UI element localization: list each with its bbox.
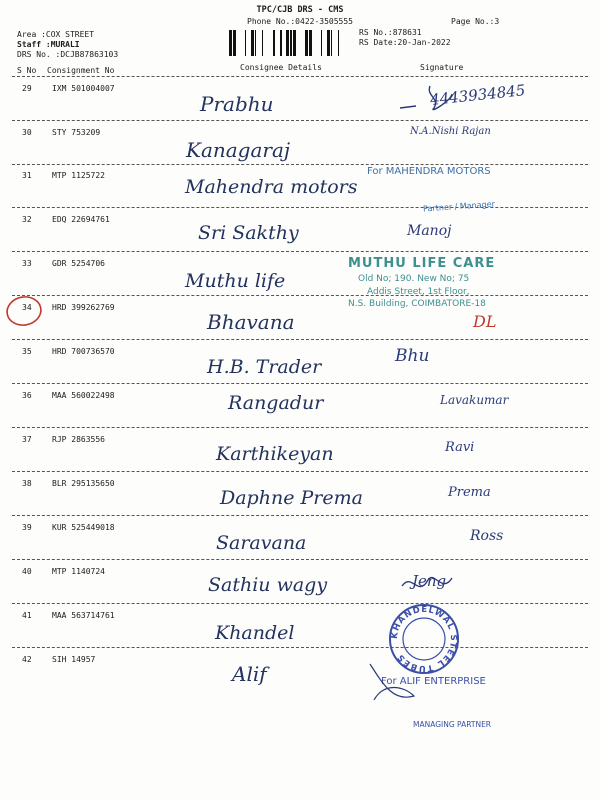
- handwritten-name: Muthu life: [185, 270, 286, 292]
- signature: Lavakumar: [440, 393, 509, 407]
- row-consignment: HRD 700736570: [52, 347, 115, 356]
- handwritten-name: Rangadur: [228, 392, 324, 414]
- handwritten-name: Bhavana: [207, 310, 295, 334]
- signature: N.A.Nishi Rajan: [410, 126, 491, 137]
- row-divider: [12, 515, 588, 516]
- row-divider: [12, 207, 588, 208]
- row-sno: 38: [22, 479, 32, 488]
- row-divider: [12, 383, 588, 384]
- signature: DL: [473, 312, 497, 331]
- row-divider: [12, 647, 588, 648]
- mahendra-stamp-line1: For MAHENDRA MOTORS: [367, 166, 491, 177]
- stamp-title: MUTHU LIFE CARE: [348, 256, 496, 271]
- row-consignment: IXM 501004007: [52, 84, 115, 93]
- signature-scribble: [396, 82, 456, 116]
- staff-label: Staff :MURALI: [17, 40, 80, 49]
- alif-stamp-line1: For ALIF ENTERPRISE: [381, 676, 486, 687]
- row-divider: [12, 603, 588, 604]
- row-sno: 34: [22, 303, 32, 312]
- phone-number: Phone No.:0422-3505555: [247, 17, 353, 26]
- row-consignment: GDR 5254706: [52, 259, 105, 268]
- signature: Prema: [448, 485, 491, 500]
- barcode: [229, 30, 351, 56]
- col-header-consignee: Consignee Details: [240, 63, 322, 72]
- signature: Ross: [470, 528, 504, 544]
- barcode-bar: [233, 30, 236, 56]
- barcode-bar: [280, 30, 282, 56]
- barcode-bar: [327, 30, 330, 56]
- signature: 4443934845: [429, 81, 527, 109]
- row-consignment: KUR 525449018: [52, 523, 115, 532]
- rs-number: RS No.:878631: [359, 28, 422, 37]
- row-sno: 30: [22, 128, 32, 137]
- barcode-bar: [309, 30, 312, 56]
- row-consignment: MAA 563714761: [52, 611, 115, 620]
- alif-stamp-line2: MANAGING PARTNER: [413, 720, 492, 729]
- row-divider: [12, 559, 588, 560]
- row-sno: 37: [22, 435, 32, 444]
- signature: Jeng: [412, 572, 447, 590]
- handwritten-name: Karthikeyan: [216, 443, 334, 465]
- seal-ring-text: KHANDELWAL STEEL TUBES: [389, 604, 459, 674]
- barcode-bar: [229, 30, 232, 56]
- signature-scribble: [398, 568, 458, 602]
- row-sno: 41: [22, 611, 32, 620]
- barcode-bar: [338, 30, 339, 56]
- row-divider: [12, 120, 588, 121]
- drs-number: DRS No. :DCJB87863103: [17, 50, 119, 59]
- row-consignment: BLR 295135650: [52, 479, 115, 488]
- header-divider: [12, 76, 588, 77]
- handwritten-name: Sri Sakthy: [198, 222, 299, 244]
- handwritten-name: Khandel: [215, 622, 295, 644]
- row-consignment: MTP 1140724: [52, 567, 105, 576]
- stamp-line: Old No; 190. New No; 75: [358, 274, 470, 284]
- barcode-bar: [321, 30, 322, 56]
- row-consignment: MAA 560022498: [52, 391, 115, 400]
- barcode-bar: [331, 30, 332, 56]
- row-divider: [12, 471, 588, 472]
- handwritten-name: H.B. Trader: [207, 356, 322, 378]
- signature: Bhu: [395, 346, 430, 366]
- signature: Ravi: [445, 440, 475, 455]
- row-divider: [12, 295, 588, 296]
- barcode-bar: [286, 30, 289, 56]
- row-sno: 36: [22, 391, 32, 400]
- row-consignment: EDQ 22694761: [52, 215, 110, 224]
- handwritten-name: Mahendra motors: [185, 176, 358, 198]
- handwritten-name: Sathiu wagy: [208, 574, 328, 596]
- row-sno: 40: [22, 567, 32, 576]
- handwritten-name: Kanagaraj: [186, 138, 291, 162]
- row-sno: 35: [22, 347, 32, 356]
- row-consignment: HRD 399262769: [52, 303, 115, 312]
- col-header-sno: S No: [17, 66, 37, 75]
- handwritten-name: Daphne Prema: [220, 487, 363, 509]
- col-header-signature: Signature: [420, 63, 464, 72]
- barcode-bar: [255, 30, 256, 56]
- row-sno: 29: [22, 84, 32, 93]
- barcode-bar: [305, 30, 308, 56]
- rs-date: RS Date:20-Jan-2022: [359, 38, 451, 47]
- row-sno: 31: [22, 171, 32, 180]
- row-sno: 39: [22, 523, 32, 532]
- col-header-consignment: Consignment No: [47, 66, 115, 75]
- barcode-bar: [262, 30, 263, 56]
- barcode-bar: [290, 30, 292, 56]
- row-divider: [12, 164, 588, 165]
- report-title: TPC/CJB DRS - CMS: [256, 5, 344, 15]
- handwritten-name: Saravana: [216, 532, 307, 554]
- area-label: Area :COX STREET: [17, 30, 95, 39]
- row-sno: 42: [22, 655, 32, 664]
- mahendra-stamp-line2: Partner / Manager: [422, 199, 496, 214]
- page-number: Page No.:3: [451, 17, 500, 26]
- barcode-bar: [273, 30, 275, 56]
- barcode-bar: [245, 30, 246, 56]
- barcode-bar: [293, 30, 296, 56]
- signature: Manoj: [407, 223, 452, 239]
- row-divider: [12, 427, 588, 428]
- handwritten-name: Alif: [232, 662, 267, 686]
- stamp-line: Addis Street, 1st Floor,: [367, 287, 470, 297]
- row-sno: 32: [22, 215, 32, 224]
- row-divider: [12, 251, 588, 252]
- row-consignment: RJP 2863556: [52, 435, 105, 444]
- red-circle-mark: [3, 292, 47, 330]
- row-divider: [12, 339, 588, 340]
- alif-signature-scribble: [364, 656, 424, 710]
- stamp-line: N.S. Building, COIMBATORE-18: [348, 299, 486, 309]
- barcode-bar: [251, 30, 254, 56]
- row-consignment: SIH 14957: [52, 655, 96, 664]
- row-consignment: MTP 1125722: [52, 171, 105, 180]
- row-sno: 33: [22, 259, 32, 268]
- handwritten-name: Prabhu: [200, 92, 274, 116]
- row-consignment: STY 753209: [52, 128, 101, 137]
